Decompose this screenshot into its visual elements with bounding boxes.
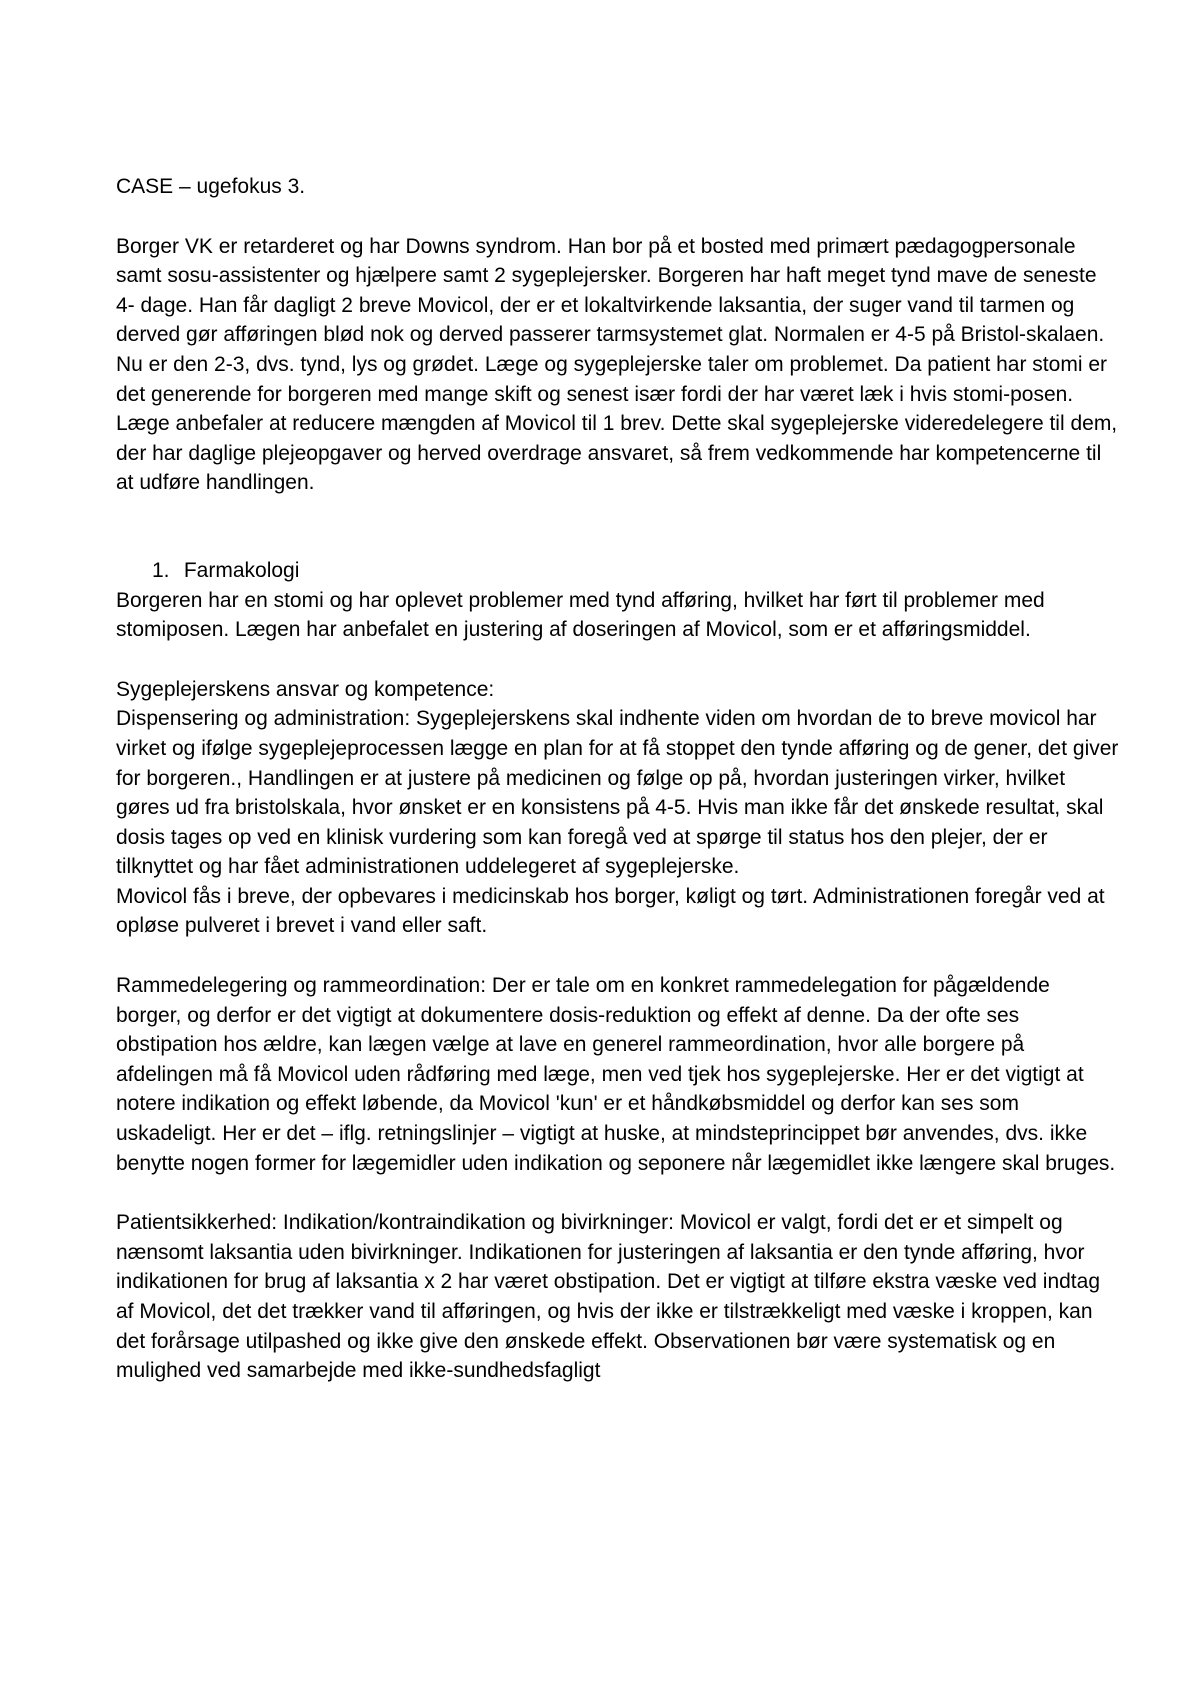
paragraph-gap [116, 1178, 1120, 1208]
section-intro: Borgeren har en stomi og har oplevet problemer med tynd afføring, hvilket har ført til problemer med stomiposen. Lægen har anbefalet en justering af doseringen af Movicol, som er et afføringsmiddel. [116, 588, 1045, 642]
document-title: CASE – ugefokus 3. [116, 175, 306, 198]
section-number: 1. [152, 558, 170, 582]
paragraph-gap [116, 941, 1120, 971]
section-gap [116, 498, 1120, 556]
framework-paragraph: Rammedelegering og rammeordination: Der er tale om en konkret rammedelegation for pågældende borger, og derfor er det vigtigt at dokumentere dosis-reduktion og effekt af denne. Da der ofte ses obstipation hos ældre, kan lægen vælge at lave en generel rammeordination, hvor alle borgere på afdelingen må få Movicol uden rådføring med læge, men ved tjek hos sygeplejerske. Her er det vigtigt at notere indikation og effekt løbende, da Movicol 'kun' er et håndkøbsmiddel og derfor kan ses som uskadeligt. Her er det – iflg. retningslinjer – vigtigt at huske, at mindsteprincippet bør anvendes, dvs. ikke benytte nogen former for lægemidler uden indikation og seponere når lægemidlet ikke længere skal bruges. [116, 974, 1116, 1175]
case-paragraph-1: Borger VK er retarderet og har Downs syndrom. Han bor på et bosted med primært pædagogpersonale samt sosu-assistenter og hjælpere samt 2 sygeplejersker. Borgeren har haft meget tynd mave de seneste 4- dage. Han får dagligt 2 breve Movicol, der er et lokaltvirkende laksantia, der suger vand til tarmen og derved gør afføringen blød nok og derved passerer tarmsystemet glat. Normalen er 4-5 på Bristol-skalaen. Nu er den 2-3, dvs. tynd, lys og grødet. Læge og sygeplejerske taler om problemet. Da patient har stomi er det generende for borgeren med mange skift og senest især fordi der har været læk i hvis stomi-posen. [116, 234, 1107, 406]
responsibility-heading: Sygeplejerskens ansvar og kompetence: [116, 677, 495, 701]
safety-paragraph: Patientsikkerhed: Indikation/kontraindikation og bivirkninger: Movicol er valgt, fordi det er et simpelt og nænsomt laksantia uden bivirkninger. Indikationen for justeringen af laksantia er den tynde afføring, hvor indikationen for brug af laksantia x 2 har været obstipation. Det er vigtigt at tilføre ekstra væske ved indtag af Movicol, det det trækker vand til afføringen, og hvis der ikke er tilstrækkeligt med væske i kroppen, kan det forårsage utilpashed og ikke give den ønskede effekt. Observationen bør være systematisk og en mulighed ved samarbejde med ikke-sundhedsfagligt [116, 1211, 1100, 1383]
section-heading-text: Farmakologi [183, 558, 300, 582]
storage-paragraph: Movicol fås i breve, der opbevares i medicinskab hos borger, køligt og tørt. Administrationen foregår ved at opløse pulveret i brevet i vand eller saft. [116, 884, 1105, 938]
paragraph-gap [116, 645, 1120, 675]
dispensing-paragraph: Dispensering og administration: Sygeplejerskens skal indhente viden om hvordan de to breve movicol har virket og ifølge sygeplejeprocessen lægge en plan for at få stoppet den tynde afføring og de gener, det giver for borgeren., Handlingen er at justere på medicinen og følge op på, hvordan justeringen virker, hvilket gøres ud fra bristolskala, hvor ønsket er en konsistens på 4-5. Hvis man ikke får det ønskede resultat, skal dosis tages op ved en klinisk vurdering som kan foregå ved at spørge til status hos den plejer, der er tilknyttet og har fået administrationen uddelegeret af sygeplejerske. [116, 707, 1119, 879]
section-heading [116, 556, 1120, 586]
case-paragraph-2: Læge anbefaler at reducere mængden af Movicol til 1 brev. Dette skal sygeplejerske videredelegere til dem, der har daglige plejeopgaver og herved overdrage ansvaret, så frem vedkommende har kompetencerne til at udføre handlingen. [116, 412, 1118, 495]
